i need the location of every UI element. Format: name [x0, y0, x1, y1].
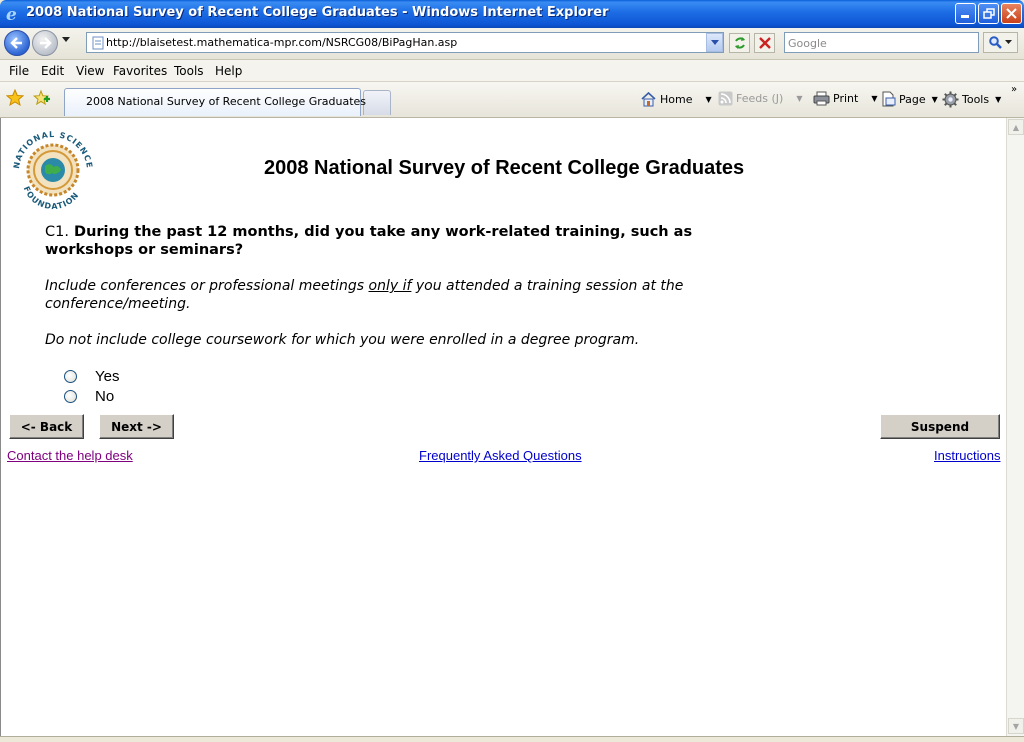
menu-help[interactable]: Help [215, 64, 243, 78]
favorites-star-icon[interactable] [6, 89, 24, 107]
menu-edit[interactable]: Edit [41, 64, 65, 78]
add-favorite-icon[interactable] [32, 89, 50, 107]
page-icon [880, 91, 896, 107]
arrow-right-icon [38, 36, 52, 50]
page-icon [91, 36, 105, 50]
home-label: Home [660, 92, 693, 106]
page-label: Page [899, 92, 926, 106]
menu-tools[interactable]: Tools [174, 64, 204, 78]
chevron-down-icon [1005, 40, 1012, 45]
feeds-label: Feeds (J) [736, 92, 784, 105]
faq-link[interactable]: Frequently Asked Questions [419, 448, 582, 463]
forward-nav-button[interactable] [32, 30, 58, 56]
arrow-left-icon [10, 36, 24, 50]
close-icon [1006, 8, 1017, 19]
radio-no[interactable] [64, 390, 77, 403]
scroll-up-arrow[interactable]: ▲ [1008, 119, 1024, 135]
refresh-icon [733, 36, 747, 50]
logo-text-bottom: FOUNDATION [21, 184, 81, 212]
gear-icon [942, 91, 959, 108]
instructions-link[interactable]: Instructions [934, 448, 1001, 463]
radio-yes-label[interactable]: Yes [95, 368, 120, 385]
menu-view[interactable]: View [76, 64, 105, 78]
title-bar [0, 0, 1024, 28]
print-label: Print [833, 92, 859, 105]
instruction1-post: you attended a training session at the conference/meeting. [45, 278, 684, 312]
instruction1-pre: Include conferences or professional meetings [45, 278, 369, 294]
stop-button[interactable] [754, 33, 775, 53]
restore-button[interactable] [978, 3, 999, 24]
close-button[interactable] [1001, 3, 1022, 24]
new-tab-button[interactable] [363, 90, 391, 115]
question-text-block [45, 223, 765, 259]
rss-feed-icon [718, 91, 733, 106]
internet-explorer-icon [5, 5, 22, 22]
logo-text-top: NATIONAL SCIENCE [11, 129, 94, 170]
help-desk-link[interactable]: Contact the help desk [7, 448, 133, 463]
feeds-dropdown-icon[interactable]: ▼ [796, 94, 803, 103]
chevron-down-icon [711, 40, 719, 46]
scroll-down-arrow[interactable]: ▼ [1008, 718, 1024, 734]
printer-icon [813, 91, 830, 106]
vertical-scrollbar[interactable] [1006, 118, 1024, 736]
tab-title[interactable]: 2008 National Survey of Recent College Graduates [86, 95, 367, 108]
instruction1-emphasis: only if [368, 278, 412, 294]
page-title: 2008 National Survey of Recent College Graduates [264, 157, 745, 179]
radio-no-label[interactable]: No [95, 388, 115, 405]
nsf-logo [10, 126, 96, 212]
address-dropdown-button[interactable] [706, 33, 723, 52]
menu-bar [0, 60, 1024, 82]
tools-dropdown-icon[interactable]: ▼ [995, 95, 1002, 104]
stop-x-icon [759, 37, 771, 49]
minimize-button[interactable] [955, 3, 976, 24]
home-dropdown-icon[interactable]: ▼ [705, 94, 712, 104]
question-number: C1. [45, 224, 69, 240]
print-button[interactable] [813, 91, 877, 106]
menu-favorites[interactable]: Favorites [113, 64, 168, 78]
tools-menu-button[interactable] [942, 91, 1001, 108]
search-icon [989, 36, 1002, 49]
suspend-button[interactable]: Suspend [880, 414, 1000, 439]
back-button[interactable]: <- Back [9, 414, 84, 439]
status-bar [0, 736, 1024, 742]
tools-label: Tools [962, 93, 990, 106]
page-dropdown-icon[interactable]: ▼ [931, 94, 938, 104]
print-dropdown-icon[interactable]: ▼ [871, 94, 878, 103]
address-url[interactable]: http://blaisetest.mathematica-mpr.com/NSRCG08/BiPagHan.asp [106, 36, 458, 49]
refresh-button[interactable] [729, 33, 750, 53]
more-commands-chevron[interactable]: » [1011, 84, 1018, 95]
next-button[interactable]: Next -> [99, 414, 174, 439]
window-title: 2008 National Survey of Recent College Graduates - Windows Internet Explorer [26, 5, 609, 20]
restore-icon [983, 8, 995, 20]
page-menu-button[interactable] [880, 91, 938, 107]
instruction-conferences [45, 277, 685, 313]
menu-file[interactable]: File [9, 64, 30, 78]
feeds-button[interactable] [718, 91, 802, 106]
back-nav-button[interactable] [4, 30, 30, 56]
svg-text:e: e [6, 5, 17, 22]
home-button[interactable] [640, 91, 712, 107]
question-text: During the past 12 months, did you take any work-related training, such as workshops or seminars? [45, 224, 693, 258]
recent-pages-dropdown-icon[interactable] [62, 37, 70, 43]
home-icon [640, 91, 657, 107]
minimize-icon [960, 8, 971, 19]
instruction-coursework: Do not include college coursework for which you were enrolled in a degree program. [45, 332, 640, 348]
search-button[interactable] [983, 32, 1018, 53]
radio-yes[interactable] [64, 370, 77, 383]
search-placeholder[interactable]: Google [788, 37, 827, 50]
